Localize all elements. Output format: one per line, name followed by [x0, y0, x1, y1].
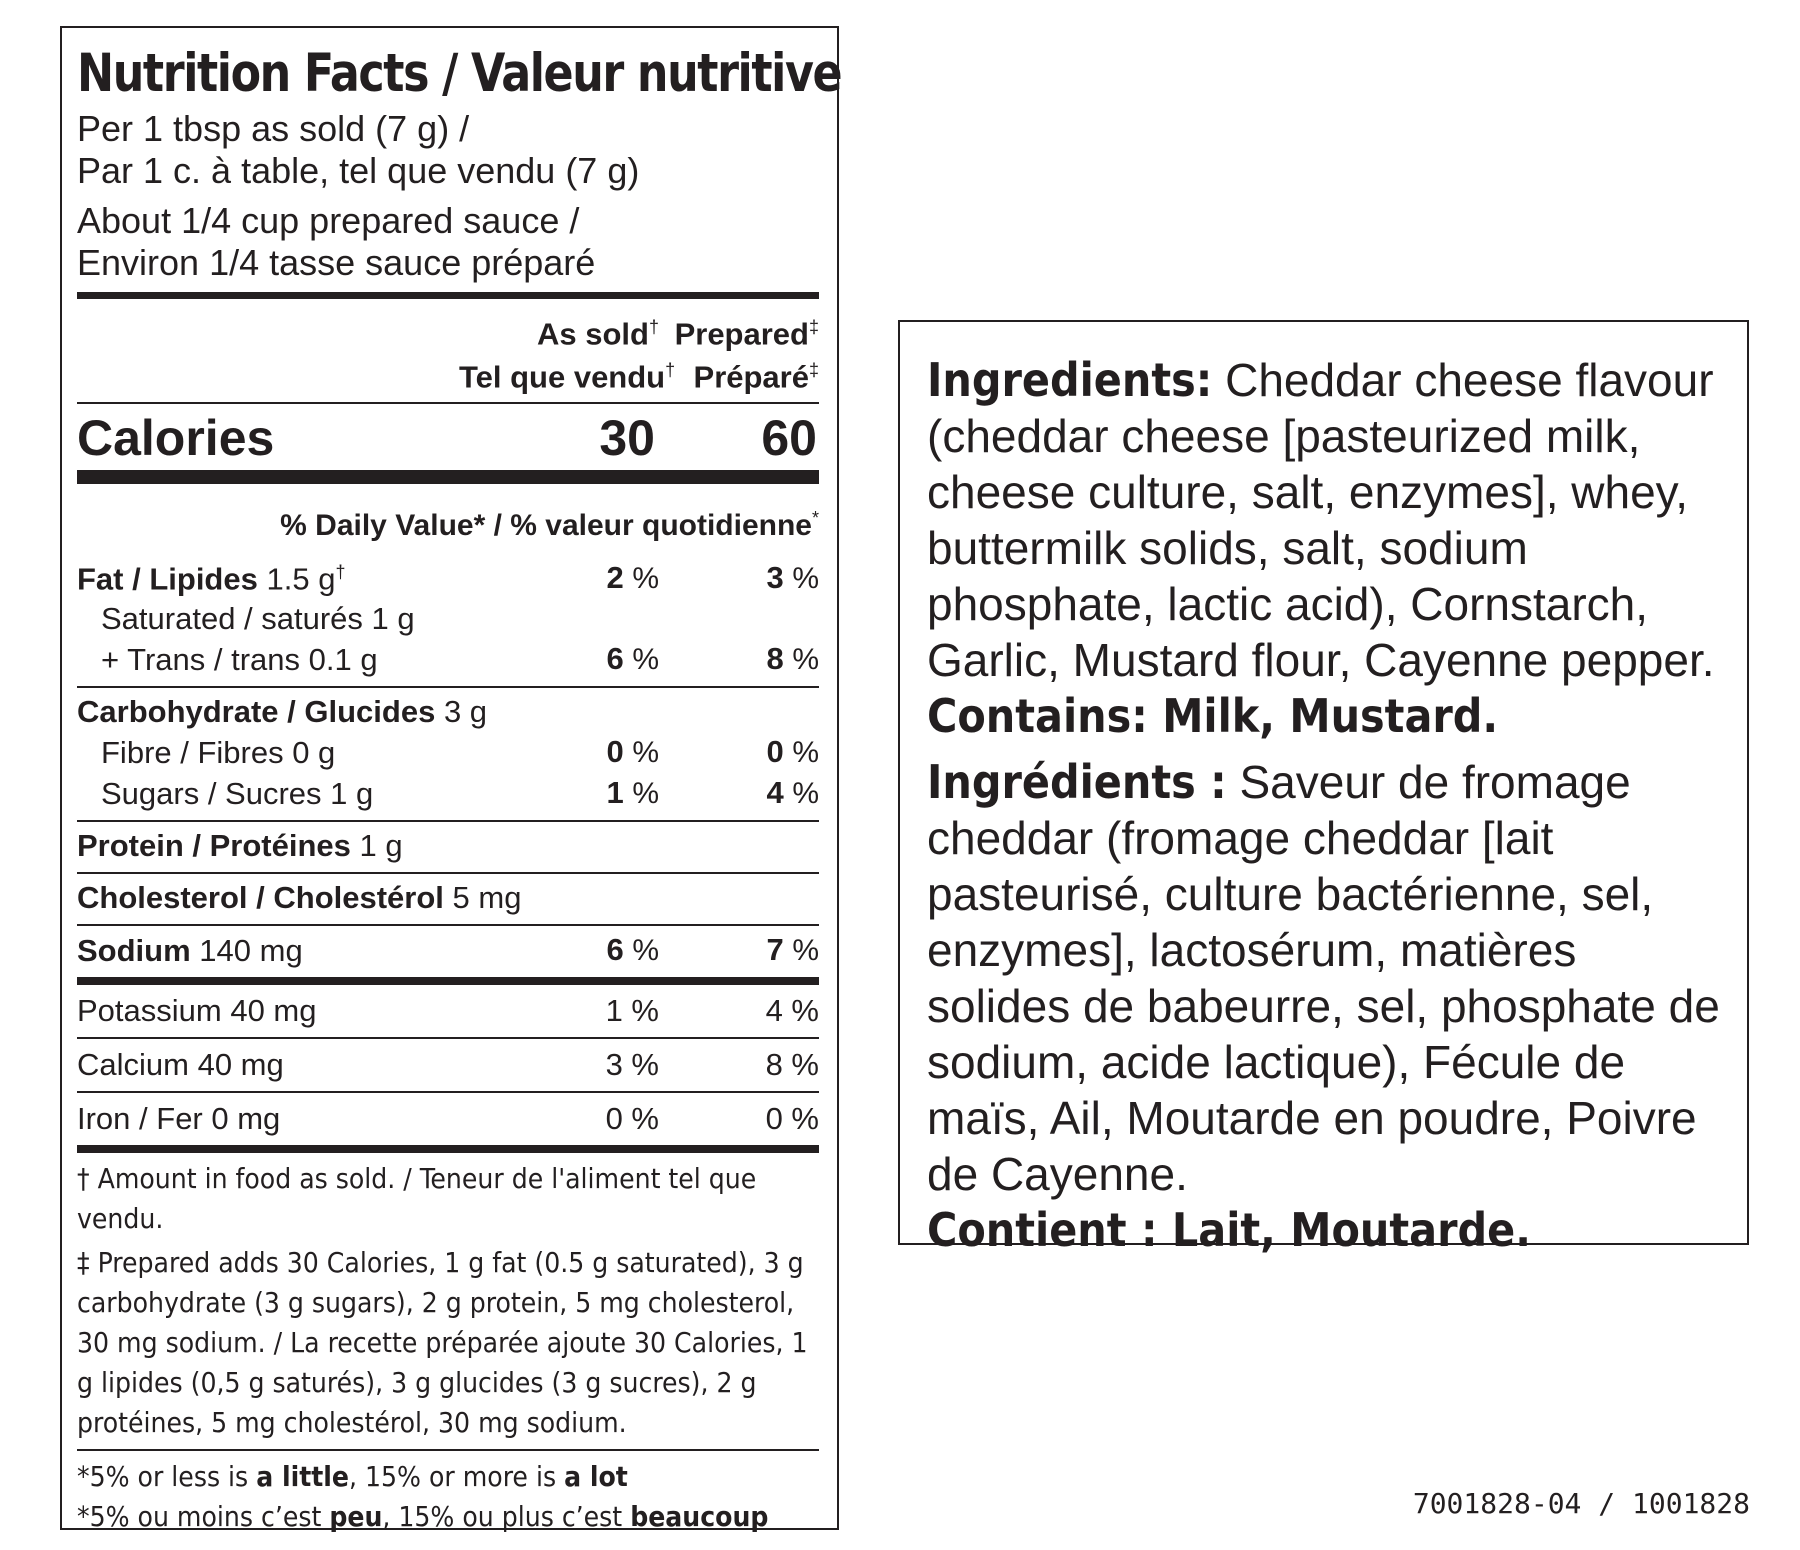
col-prepared: Prepared	[674, 316, 809, 352]
allergens-en: Contains: Milk, Mustard.	[927, 689, 1499, 743]
prepared-serving-fr: Environ 1/4 tasse sauce préparé	[77, 242, 596, 283]
footnote-prepared: ‡ Prepared adds 30 Calories, 1 g fat (0.5 g saturated), 3 g carbohydrate (3 g sugars), 2 g protein, 5 mg cholesterol, 30 mg sodium. / La recette préparée ajoute 30 Calories, 1 g lipides (0,5 g saturés), 3 g glucides (3 g sucres), 2 g protéines, 5 mg cholestérol, 30 mg sodium.	[77, 1245, 808, 1439]
fibre-row: Fibre / Fibres 0 g 0 % 0 %	[101, 733, 819, 770]
footnote-as-sold: † Amount in food as sold. / Teneur de l'aliment tel que vendu.	[77, 1161, 757, 1235]
col-prepare-fr: Préparé	[693, 359, 809, 395]
ingredients-en-label: Ingredients:	[927, 353, 1213, 407]
fat-block	[77, 548, 819, 686]
fat-label: Fat / Lipides	[77, 560, 258, 596]
calories-as-sold: 30	[599, 409, 655, 466]
serving-en: Per 1 tbsp as sold (7 g) /	[77, 108, 470, 149]
product-code: 7001828-04 / 1001828	[1412, 1487, 1750, 1520]
ingredients-fr-text: Saveur de fromage cheddar (fromage cheddar [lait pasteurisé, culture bactérienne, sel, enzymes], lactosérum, matières solides de babeurre, sel, phosphate de sodium, acide lactique), Fécule de maïs, Ail, Moutarde en poudre, Poivre de Cayenne.	[927, 756, 1720, 1200]
daily-value-header: % Daily Value* / % valeur quotidienne*	[280, 507, 819, 542]
potassium-row: Potassium 40 mg 1 % 4 %	[77, 992, 819, 1028]
ingredients-fr	[927, 754, 1727, 1258]
sodium-row: Sodium 140 mg 6 % 7 %	[77, 931, 819, 968]
guide-en: *5% or less is a little, 15% or more is a lot	[77, 1459, 628, 1493]
cholesterol-row: Cholesterol / Cholestérol 5 mg	[77, 879, 522, 915]
divider	[77, 292, 819, 299]
divider	[77, 1145, 819, 1153]
serving-fr: Par 1 c. à table, tel que vendu (7 g)	[77, 150, 640, 191]
sugars-row: Sugars / Sucres 1 g 1 % 4 %	[101, 774, 819, 811]
column-headers: As sold† Prepared‡ Tel que vendu† Préparé‡	[459, 316, 819, 395]
protein-row: Protein / Protéines 1 g	[77, 827, 403, 863]
col-as-sold: As sold	[537, 316, 649, 352]
ingredients-en	[927, 352, 1727, 744]
allergens-fr: Contient : Lait, Moutarde.	[927, 1203, 1531, 1257]
ingredients-en-text: Cheddar cheese flavour (cheddar cheese [pasteurized milk, cheese culture, salt, enzymes], whey, buttermilk solids, salt, sodium phosphate, lactic acid), Cornstarch, Garlic, Mustard flour, Cayenne pepper.	[927, 354, 1715, 686]
iron-row: Iron / Fer 0 mg 0 % 0 %	[77, 1100, 819, 1136]
nutrition-title: Nutrition Facts / Valeur nutritive	[77, 43, 842, 104]
footnotes	[77, 1153, 819, 1449]
divider	[77, 470, 819, 484]
calcium-row: Calcium 40 mg 3 % 8 %	[77, 1046, 819, 1082]
calories-row	[77, 404, 819, 470]
trans-row: + Trans / trans 0.1 g 6 % 8 %	[101, 640, 819, 677]
divider	[77, 977, 819, 985]
carbohydrate-row: Carbohydrate / Glucides 3 g	[77, 693, 488, 729]
fat-row: Fat / Lipides 1.5 g† 2 % 3 %	[77, 559, 819, 596]
ingredients-panel	[898, 320, 1749, 1257]
carbohydrate-block	[77, 688, 819, 820]
prepared-serving-en: About 1/4 cup prepared sauce /	[77, 200, 580, 241]
saturated-row: Saturated / saturés 1 g	[101, 600, 415, 636]
calories-label: Calories	[77, 409, 275, 466]
daily-value-guide	[77, 1451, 819, 1543]
guide-fr: *5% ou moins c’est peu, 15% ou plus c’est beaucoup	[77, 1499, 769, 1533]
nutrition-facts-panel	[60, 26, 842, 1533]
ingredients-fr-label: Ingrédients :	[927, 755, 1227, 809]
calories-prepared: 60	[761, 409, 817, 466]
col-tel-que-vendu: Tel que vendu	[459, 359, 666, 395]
